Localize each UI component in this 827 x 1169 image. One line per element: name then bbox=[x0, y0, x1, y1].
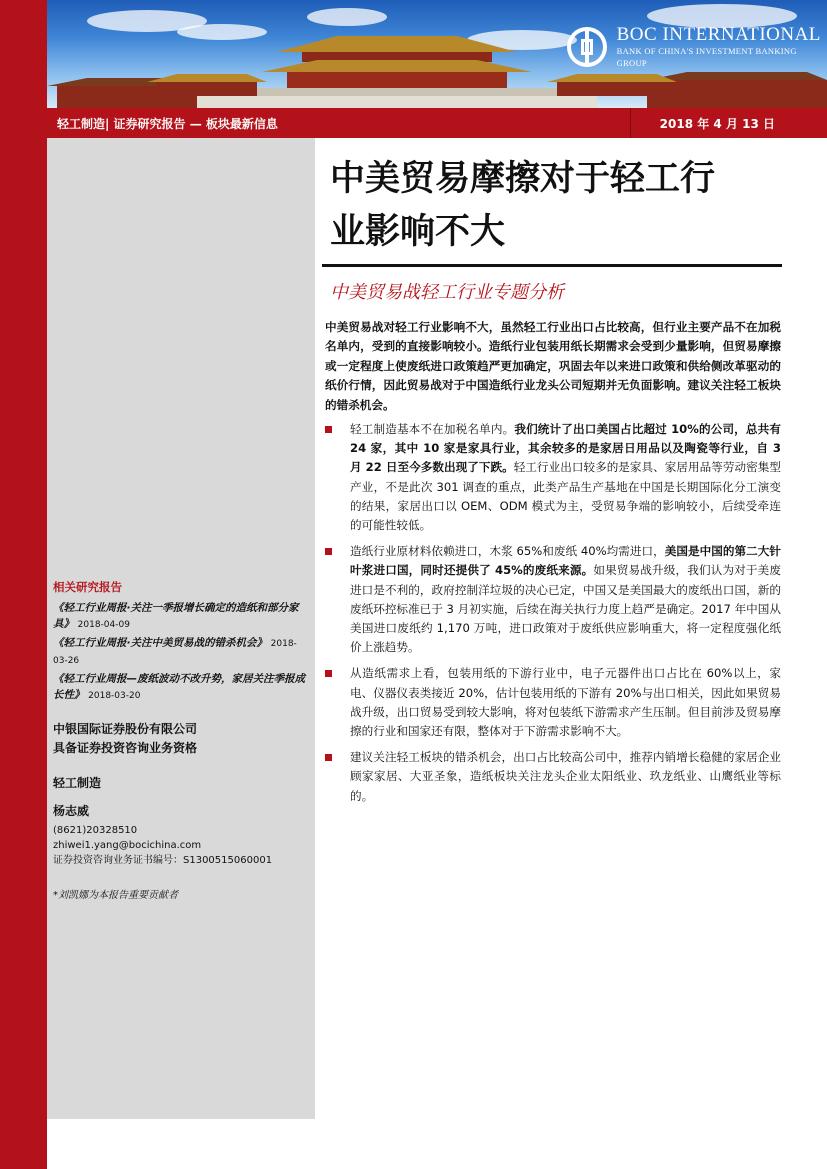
report-title-line2: 业影响不大 bbox=[330, 211, 506, 252]
bullet-text: 造纸行业原材料依赖进口，木浆 65%和废纸 40%均需进口， bbox=[350, 544, 665, 559]
sidebar bbox=[47, 138, 315, 1119]
related-report-title: 《轻工行业周报·关注中美贸易战的错杀机会》 bbox=[53, 637, 267, 649]
list-item bbox=[325, 542, 781, 657]
boc-logo bbox=[567, 22, 827, 72]
related-report-date: 2018-04-09 bbox=[77, 620, 130, 630]
title-rule bbox=[322, 264, 782, 267]
related-reports bbox=[53, 579, 309, 704]
brand-name: BOC INTERNATIONAL bbox=[616, 24, 821, 45]
list-item bbox=[325, 420, 781, 535]
report-header-bar bbox=[47, 108, 827, 138]
report-title-line1: 中美贸易摩擦对于轻工行 bbox=[330, 158, 716, 199]
analyst-phone: (8621)20328510 bbox=[53, 825, 138, 836]
bullet-square-icon bbox=[325, 670, 332, 677]
related-report-date: 2018-03-26 bbox=[53, 639, 297, 666]
company-qualification: 具备证券投资咨询业务资格 bbox=[53, 741, 198, 755]
related-reports-title: 相关研究报告 bbox=[53, 580, 122, 594]
analyst-license: 证券投资咨询业务证书编号：S1300515060001 bbox=[53, 855, 273, 866]
bullet-text-continued: 轻工行业出口较多的是家具、家居用品等劳动密集型产业，不是此次 301 调查的重点，此类产品生产基地在中国是长期国际化分工演变的结果，家居出口以 OEM、ODM 模式为主，受贸易争端的影响较小，后续受牵连的可能性较低。 bbox=[350, 460, 781, 533]
bullet-bold-text: 美国是中国的第二大针叶浆进口国，同时还提供了 45%的废纸来源。 bbox=[350, 544, 781, 578]
left-margin-strip bbox=[0, 0, 47, 1169]
boc-logo-icon bbox=[567, 27, 607, 67]
sector-label: 轻工制造 bbox=[53, 776, 102, 790]
related-report-item[interactable] bbox=[53, 671, 309, 704]
report-date: 2018 年 4 月 13 日 bbox=[659, 117, 775, 131]
bullet-square-icon bbox=[325, 548, 332, 555]
bullet-bold-text: 我们统计了出口美国占比超过 10%的公司，总共有 24 家，其中 10 家是家具行业，其余较多的是家居日用品以及陶瓷等行业，自 3 月 22 日至今多数出现了下跌。 bbox=[350, 422, 781, 475]
summary-paragraph: 中美贸易战对轻工行业影响不大，虽然轻工行业出口占比较高，但行业主要产品不在加税名单内，受到的直接影响较小。造纸行业包装用纸长期需求会受到少量影响，但贸易摩擦或一定程度上使废纸进口政策趋严更加确定，巩固去年以来进口政策和供给侧改革驱动的纸价行情，因此贸易战对于中国造纸行业龙头公司短期并无负面影响。建议关注轻工板块的错杀机会。 bbox=[325, 320, 781, 412]
brand-tagline: BANK OF CHINA'S INVESTMENT BANKING GROUP bbox=[616, 46, 797, 68]
related-report-date: 2018-03-20 bbox=[88, 691, 141, 701]
company-info bbox=[53, 720, 309, 758]
related-report-item[interactable] bbox=[53, 600, 309, 633]
bullet-text: 轻工制造基本不在加税名单内。 bbox=[350, 422, 515, 436]
company-name: 中银国际证券股份有限公司 bbox=[53, 722, 198, 736]
bullet-text-continued: 如果贸易战升级，我们认为对于美废进口是不利的，政府控制洋垃圾的决心已定，中国又是美国最大的废纸出口国，新的废纸环控标准已于 3 月初实施，后续在海关执行力度上趋严是确定。2017 年中国从美国进口废纸约 1,170 万吨，进口政策对于废纸供应影响重大，将一定程度强化纸价上涨趋势。 bbox=[350, 563, 781, 655]
bullet-square-icon bbox=[325, 754, 332, 761]
report-title bbox=[330, 152, 780, 258]
report-category: 轻工制造| 证券研究报告 — 板块最新信息 bbox=[57, 117, 278, 131]
report-subtitle: 中美贸易战轻工行业专题分析 bbox=[330, 282, 564, 303]
analyst-name: 杨志威 bbox=[53, 804, 90, 818]
header-banner bbox=[47, 0, 827, 108]
related-report-title: 《轻工行业周报·关注一季报增长确定的造纸和部分家具》 bbox=[53, 602, 299, 630]
related-report-item[interactable] bbox=[53, 635, 309, 669]
contributor-note-block bbox=[53, 886, 309, 901]
bullet-square-icon bbox=[325, 426, 332, 433]
related-report-title: 《轻工行业周报—废纸波动不改升势，家居关注季报成长性》 bbox=[53, 673, 305, 701]
bullet-text: 建议关注轻工板块的错杀机会，出口占比较高公司中，推荐内销增长稳健的家居企业顾家家居、大亚圣象，造纸板块关注龙头企业太阳纸业、玖龙纸业、山鹰纸业等标的。 bbox=[350, 750, 781, 803]
contributor-note: *刘凯娜为本报告重要贡献者 bbox=[53, 890, 178, 901]
header-divider bbox=[630, 108, 631, 138]
page-bottom-margin bbox=[47, 1119, 827, 1169]
sector-label-block bbox=[53, 774, 309, 791]
list-item bbox=[325, 664, 781, 741]
analyst-email[interactable]: zhiwei1.yang@bocichina.com bbox=[53, 840, 202, 851]
key-points-list bbox=[325, 420, 781, 806]
bullet-text: 从造纸需求上看，包装用纸的下游行业中，电子元器件出口占比在 60%以上，家电、仪器仪表类接近 20%，估计包装用纸的下游有 20%与出口相关，因此如果贸易战升级，出口贸易受到较大影响，将对包装纸下游需求产生压制。但目前涉及贸易摩擦的行业和国家还有限，整体对于下游需求影响不大。 bbox=[350, 666, 781, 739]
analyst-block bbox=[53, 802, 309, 868]
list-item bbox=[325, 748, 781, 806]
